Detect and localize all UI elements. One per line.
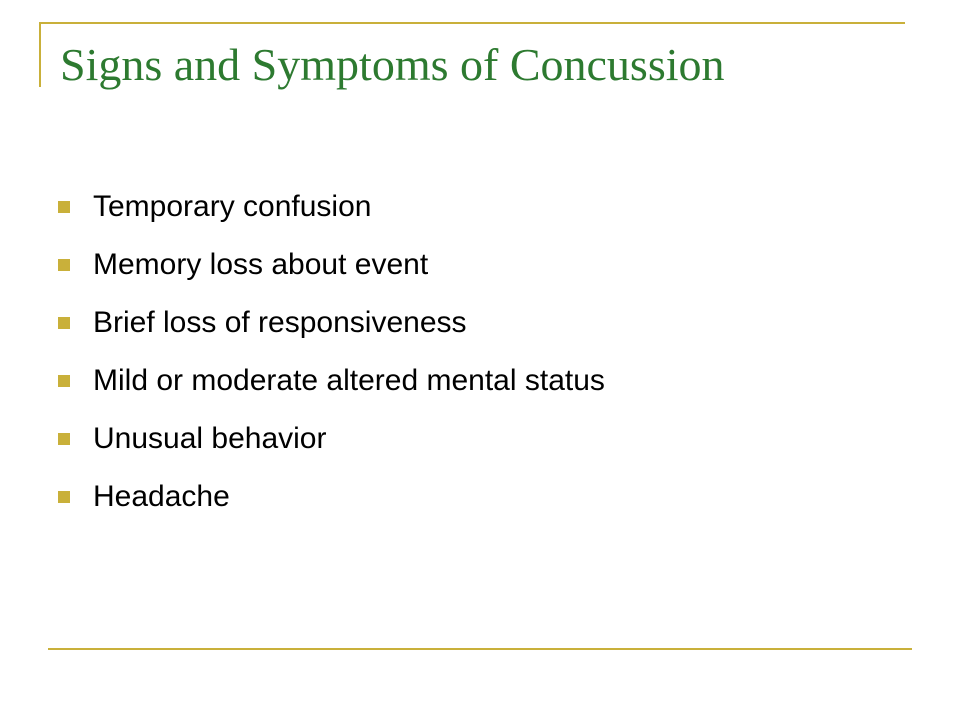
bottom-rule	[48, 648, 912, 650]
bullet-item-headache	[58, 468, 605, 526]
square-bullet-icon	[58, 259, 70, 271]
bullet-item-loss-of-responsiveness	[58, 294, 605, 352]
bullet-text: Unusual behavior	[93, 422, 327, 455]
square-bullet-icon	[58, 201, 70, 213]
bullet-text: Brief loss of responsiveness	[93, 306, 467, 339]
bullet-item-altered-mental-status	[58, 352, 605, 410]
square-bullet-icon	[58, 433, 70, 445]
square-bullet-icon	[58, 375, 70, 387]
bullet-item-memory-loss	[58, 236, 605, 294]
bullet-text: Temporary confusion	[93, 190, 372, 223]
bullet-text: Headache	[93, 480, 230, 513]
bullet-item-unusual-behavior	[58, 410, 605, 468]
bullet-list	[58, 178, 605, 526]
side-rule	[39, 22, 41, 87]
bullet-text: Memory loss about event	[93, 248, 429, 281]
square-bullet-icon	[58, 491, 70, 503]
bullet-text: Mild or moderate altered mental status	[93, 364, 605, 397]
slide-title: Signs and Symptoms of Concussion	[60, 39, 725, 90]
top-rule	[40, 22, 905, 24]
bullet-item-temporary-confusion	[58, 178, 605, 236]
square-bullet-icon	[58, 317, 70, 329]
